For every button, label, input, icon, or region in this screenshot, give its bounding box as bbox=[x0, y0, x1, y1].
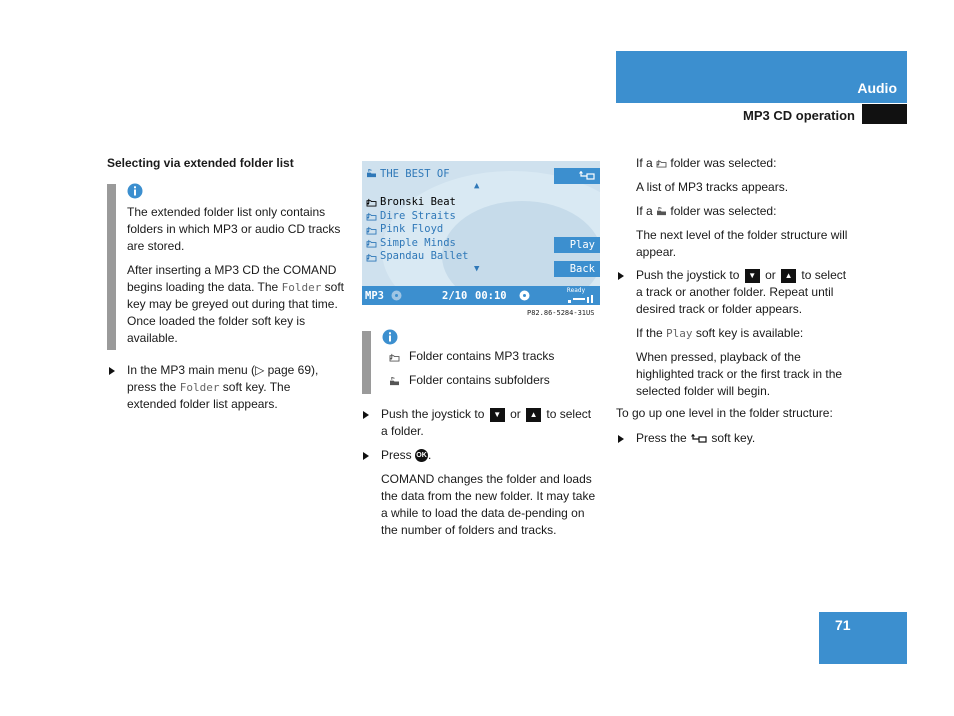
info-bar bbox=[362, 331, 371, 394]
step-description: COMAND changes the folder and loads the data from the new folder. It may take a while to load the data de-pending on the number of folders and tracks. bbox=[381, 472, 596, 537]
folder-mp3-icon bbox=[366, 212, 377, 221]
bullet-icon bbox=[109, 367, 115, 375]
info-bar bbox=[107, 184, 116, 350]
info-icon bbox=[127, 183, 143, 199]
step-text: Push the joystick to ▼ or ▲ to select a folder. bbox=[381, 407, 592, 438]
joystick-down-key: ▼ bbox=[745, 269, 760, 283]
list-item[interactable]: Bronski Beat bbox=[380, 196, 456, 208]
cd-icon bbox=[519, 290, 530, 301]
folder-sub-icon bbox=[366, 169, 377, 178]
list-item[interactable]: Spandau Ballet bbox=[380, 250, 469, 262]
play-softkey[interactable]: Play bbox=[554, 237, 600, 253]
step-text: Push the joystick to ▼ or ▲ to select a track or another folder. Repeat until desired track or folder appears. If the Play soft key is available: When pressed, playback of the highlighted track or the first track in the selected folder will begin. bbox=[636, 268, 847, 398]
page-number-tab bbox=[819, 612, 907, 664]
bullet-icon bbox=[618, 272, 624, 280]
back-softkey[interactable]: Back bbox=[554, 261, 600, 277]
folder-mp3-icon bbox=[389, 353, 400, 362]
folder-mp3-icon bbox=[366, 226, 377, 235]
legend-subfolder: Folder contains subfolders bbox=[409, 373, 550, 387]
signal-icon bbox=[568, 295, 596, 303]
back-level-icon bbox=[578, 171, 596, 181]
scroll-up-icon: ▲ bbox=[474, 181, 480, 191]
header-tab bbox=[616, 51, 907, 103]
folder-mp3-icon bbox=[366, 198, 377, 207]
track-counter: 2/10 bbox=[442, 290, 468, 302]
folder-sub-icon bbox=[389, 377, 400, 386]
scroll-down-icon: ▼ bbox=[474, 264, 480, 274]
list-item[interactable]: Simple Minds bbox=[380, 237, 456, 249]
legend-mp3: Folder contains MP3 tracks bbox=[409, 349, 555, 363]
back-level-softkey[interactable] bbox=[554, 168, 600, 184]
cd-icon bbox=[391, 290, 402, 301]
info-paragraph: The extended folder list only contains folders in which MP3 or audio CD tracks are stored. bbox=[127, 205, 341, 253]
step-text: In the MP3 main menu (▷ page 69), press the Folder soft key. The extended folder list appears. bbox=[127, 363, 319, 411]
list-item[interactable]: Pink Floyd bbox=[380, 223, 444, 235]
bullet-icon bbox=[363, 452, 369, 460]
subsection-title: MP3 CD operation bbox=[743, 108, 855, 123]
subsection-bar bbox=[616, 104, 861, 124]
photo-code: P82.86-5284-31US bbox=[527, 309, 595, 317]
comand-screen bbox=[362, 161, 600, 305]
info-icon bbox=[382, 329, 398, 345]
folder-mp3-icon bbox=[366, 253, 377, 262]
ok-button-icon: OK bbox=[415, 449, 428, 462]
step-text: Press OK. bbox=[381, 448, 432, 462]
folder-mp3-icon bbox=[366, 239, 377, 248]
folder-sub-icon bbox=[656, 207, 667, 216]
bullet-icon bbox=[618, 435, 624, 443]
info-note bbox=[127, 204, 349, 347]
info-paragraph: After inserting a MP3 CD the COMAND begins loading the data. The Folder soft key may be greyed out during that time. Once loaded the folder soft key is available. bbox=[127, 263, 345, 345]
play-time: 00:10 bbox=[475, 290, 507, 302]
list-item[interactable]: Dire Straits bbox=[380, 210, 456, 222]
joystick-down-key: ▼ bbox=[490, 408, 505, 422]
section-heading: Selecting via extended folder list bbox=[107, 156, 294, 170]
page-number: 71 bbox=[835, 617, 851, 633]
section-title: Audio bbox=[857, 80, 897, 96]
joystick-up-key: ▲ bbox=[781, 269, 796, 283]
ready-label: Ready bbox=[567, 287, 586, 294]
status-bar bbox=[362, 286, 600, 305]
header-marker bbox=[862, 104, 907, 124]
folder-mp3-icon bbox=[656, 159, 667, 168]
step-text: Press the soft key. bbox=[636, 431, 756, 445]
bullet-icon bbox=[363, 411, 369, 419]
result-text: If a folder was selected: A list of MP3 tracks appears. If a folder was selected: The next level of the folder structure will appear. bbox=[636, 156, 848, 259]
joystick-up-key: ▲ bbox=[526, 408, 541, 422]
back-level-icon bbox=[690, 434, 708, 444]
source-label: MP3 bbox=[365, 290, 384, 302]
instruction-text: To go up one level in the folder structure: bbox=[616, 406, 833, 420]
screen-title: THE BEST OF bbox=[380, 168, 450, 180]
